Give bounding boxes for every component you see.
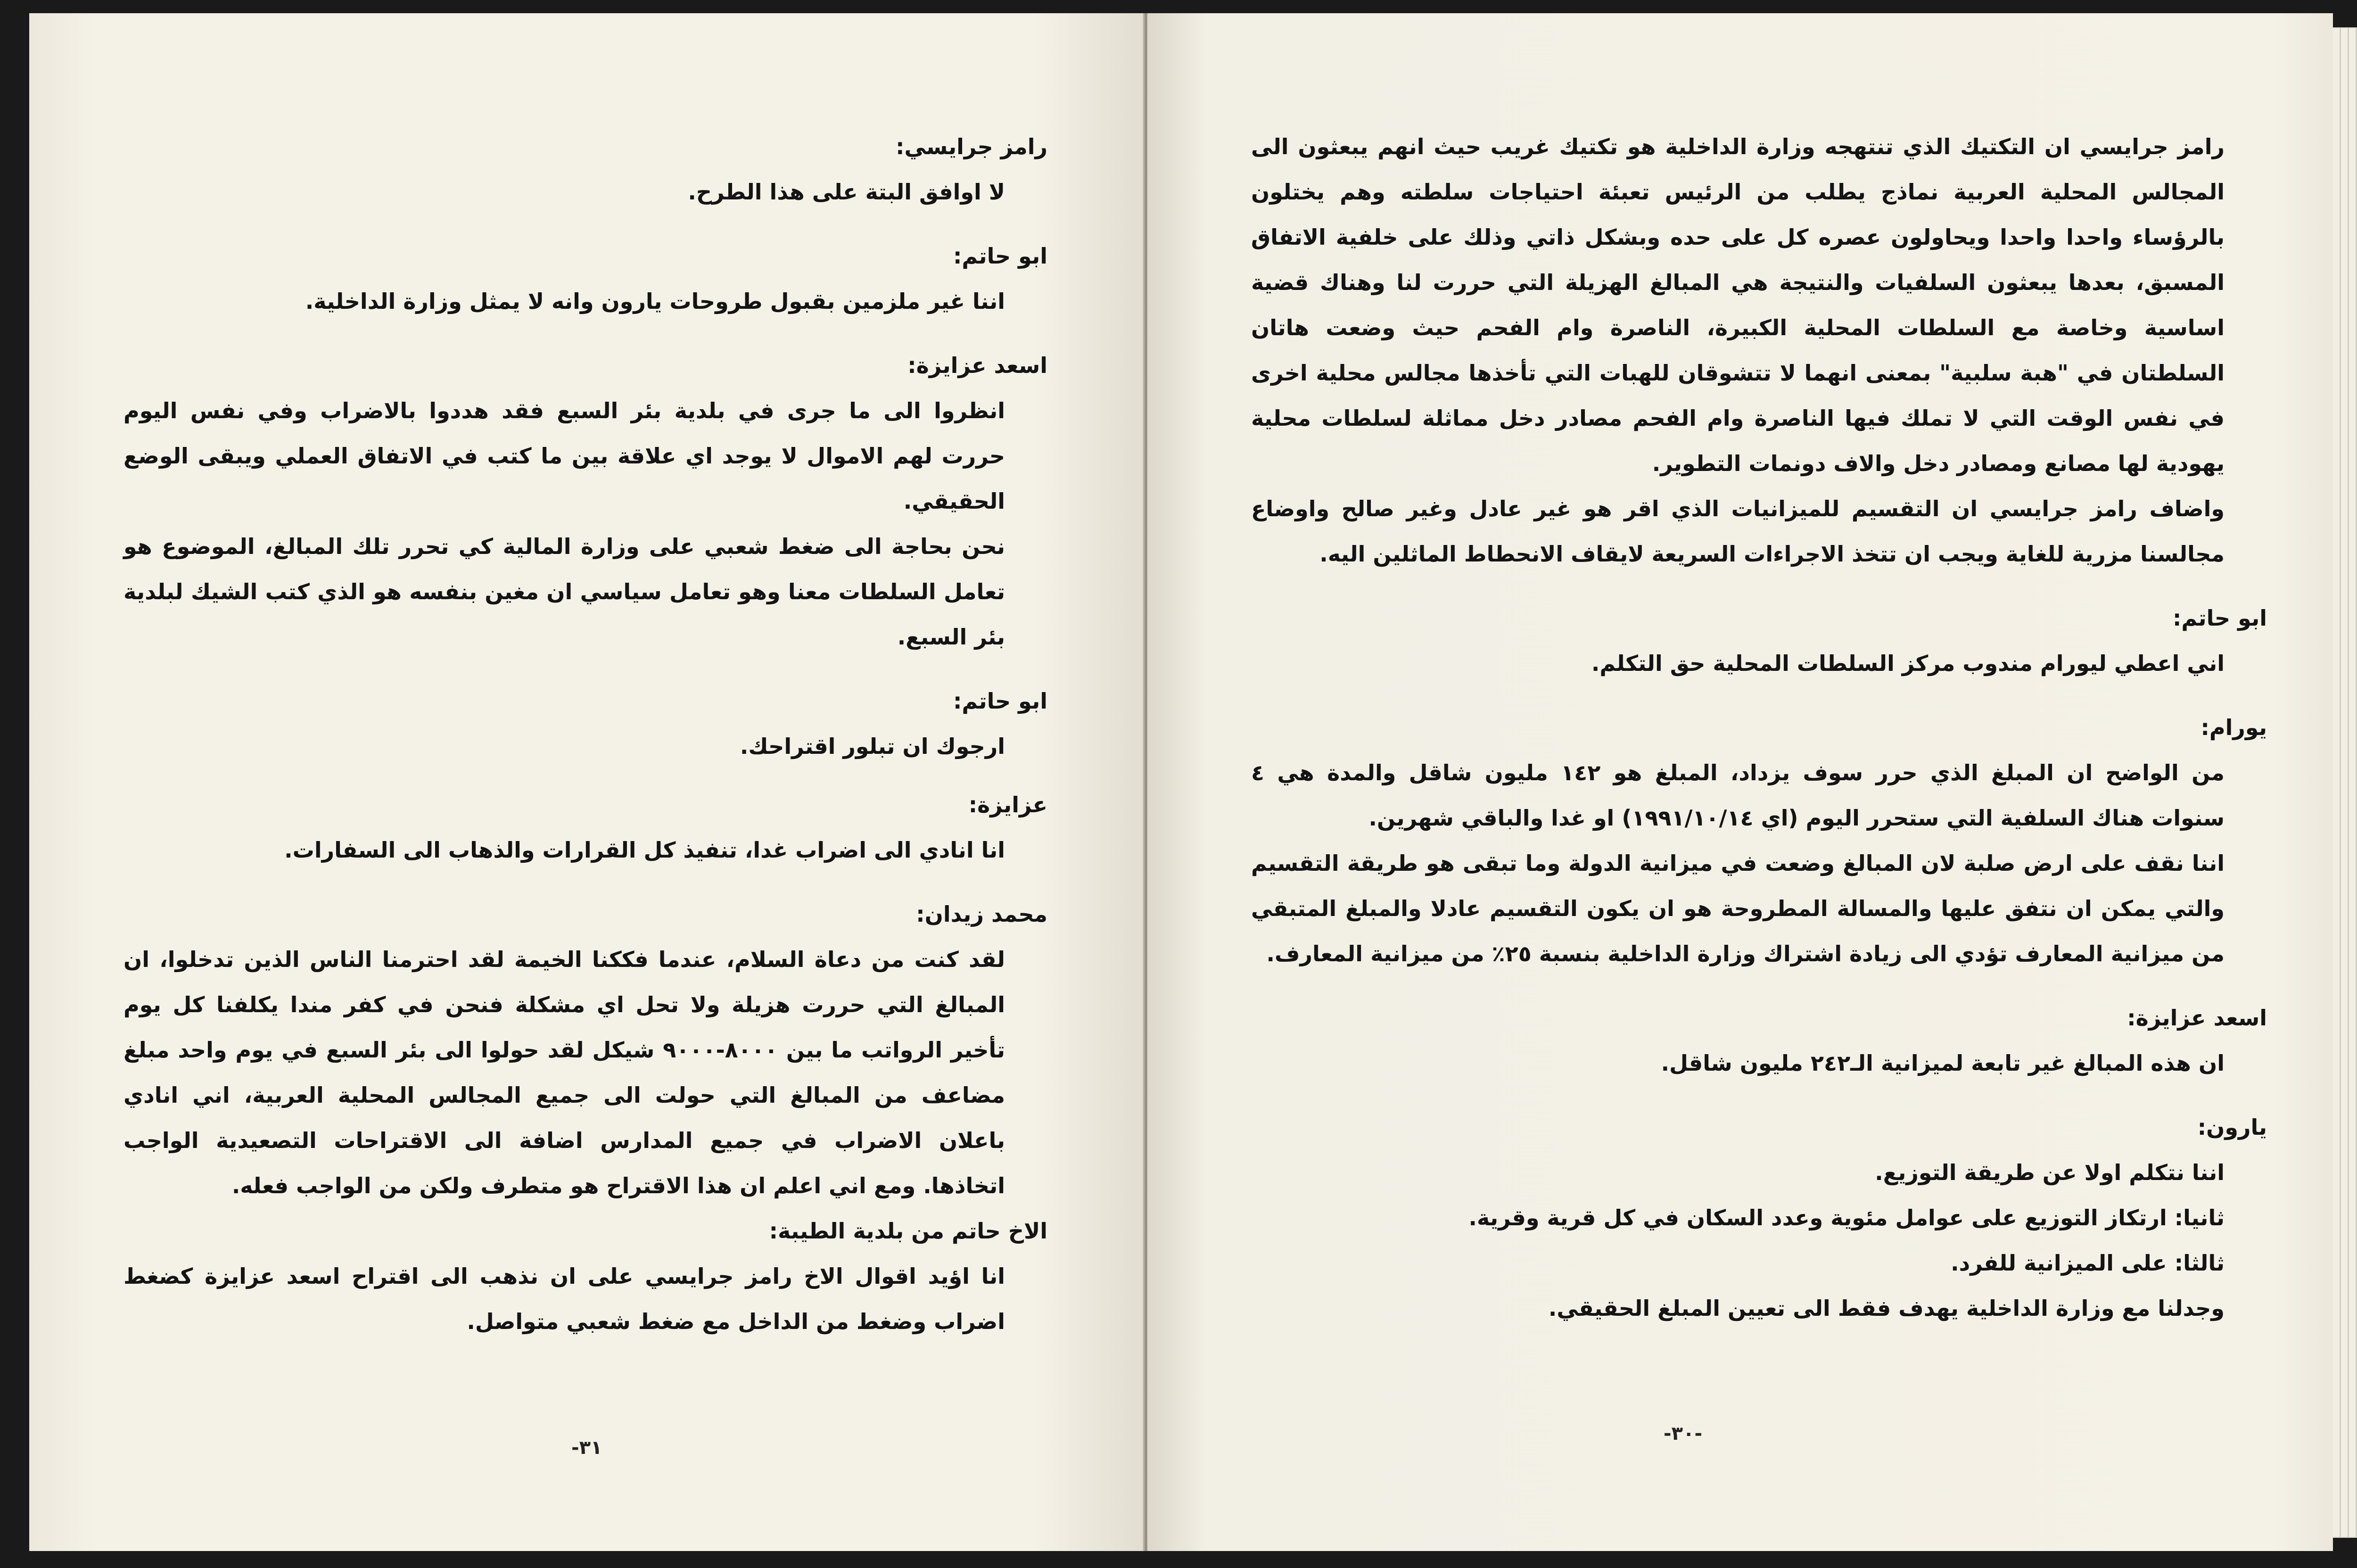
dialogue-block bbox=[124, 1208, 1047, 1344]
dialogue-block bbox=[1251, 1105, 2267, 1331]
paragraph: انا انادي الى اضراب غدا، تنفيذ كل القرارات والذهاب الى السفارات. bbox=[284, 837, 1005, 863]
paragraph: اننا نقف على ارض صلبة لان المبالغ وضعت في ميزانية الدولة وما تبقى هو طريقة التقسيم والتي يمكن ان نتفق عليها والمسالة المطروحة هو ان يكون التقسيم عادلا والمبلغ المتبقي من ميزانية المعارف تؤدي الى زيادة اشتراك وزارة الداخلية بنسبة ٢٥٪ من ميزانية المعارف. bbox=[1251, 850, 2225, 966]
dialogue-block bbox=[1251, 124, 2267, 577]
speaker-name: رامز جرايسي: bbox=[896, 134, 1047, 159]
dialogue-block bbox=[124, 782, 1047, 873]
speaker-name: محمد زيدان: bbox=[916, 901, 1047, 927]
paragraph: رامز جرايسي ان التكتيك الذي تنتهجه وزارة الداخلية هو تكتيك غريب حيث انهم يبعثون الى المجالس المحلية العربية نماذج يطلب من الرئيس تعبئة احتياجات سلطته وهم يختلون بالرؤساء واحدا واحدا ويحاولون عصره كل على حده وبشكل ذاتي وذلك على خلفية الاتفاق المسبق، بعدها يبعثون السلفيات والنتيجة هي المبالغ الهزيلة التي حررت لنا وهناك قضية اساسية وخاصة مع السلطات المحلية الكبيرة، الناصرة وام الفحم حيث وضعت هاتان السلطتان في "هبة سلبية" بمعنى انهما لا تتشوقان للهبات التي تأخذها مجالس محلية اخرى في نفس الوقت التي لا تملك فيها الناصرة وام الفحم مصادر دخل مماثلة لسلطات محلية يهودية لها مصانع ومصادر دخل والاف دونمات التطوير. bbox=[1251, 134, 2225, 476]
page-number: ٣١- bbox=[571, 1437, 602, 1459]
speaker-name: ابو حاتم: bbox=[953, 688, 1047, 714]
paragraph: وجدلنا مع وزارة الداخلية يهدف فقط الى تعيين المبلغ الحقيقي. bbox=[1548, 1296, 2225, 1321]
paragraph: اننا نتكلم اولا عن طريقة التوزيع. bbox=[1875, 1160, 2225, 1185]
paragraph: ثانيا: ارتكاز التوزيع على عوامل مئوية وعدد السكان في كل قرية وقرية. bbox=[1468, 1205, 2225, 1230]
dialogue-block bbox=[124, 678, 1047, 769]
left-page bbox=[29, 13, 1146, 1551]
paragraph: انظروا الى ما جرى في بلدية بئر السبع فقد هددوا بالاضراب وفي نفس اليوم حررت لهم الاموال لا يوجد اي علاقة بين ما كتب في الاتفاق العملي ويبقى الوضع الحقيقي. bbox=[124, 398, 1005, 514]
paragraph: لا اوافق البتة على هذا الطرح. bbox=[688, 179, 1005, 205]
right-page-text bbox=[1251, 124, 2267, 1331]
paragraph: ارجوك ان تبلور اقتراحك. bbox=[740, 734, 1005, 759]
dialogue-block bbox=[124, 124, 1047, 215]
dialogue-block bbox=[1251, 705, 2267, 976]
dialogue-block bbox=[124, 343, 1047, 660]
dialogue-block bbox=[1251, 595, 2267, 686]
speaker-name: اسعد عزايزة: bbox=[2127, 1005, 2267, 1031]
paragraph: واضاف رامز جرايسي ان التقسيم للميزانيات الذي اقر هو غير عادل وغير صالح واوضاع مجالسنا مزرية للغاية ويجب ان تتخذ الاجراءات السريعة لايقاف الانحطاط الماثلين اليه. bbox=[1251, 496, 2225, 567]
page-number: -٣٠- bbox=[1664, 1423, 1703, 1444]
speaker-name: الاخ حاتم من بلدية الطيبة: bbox=[769, 1218, 1047, 1244]
paragraph: ثالثا: على الميزانية للفرد. bbox=[1951, 1250, 2225, 1276]
speaker-name: يورام: bbox=[2200, 715, 2267, 740]
paragraph: ان هذه المبالغ غير تابعة لميزانية الـ٢٤٢ مليون شاقل. bbox=[1661, 1050, 2225, 1076]
dialogue-block bbox=[124, 233, 1047, 324]
dialogue-block bbox=[1251, 995, 2267, 1086]
speaker-name: ابو حاتم: bbox=[2172, 605, 2267, 631]
page-edges bbox=[2333, 27, 2357, 1538]
paragraph: اني اعطي ليورام مندوب مركز السلطات المحلية حق التكلم. bbox=[1591, 651, 2225, 676]
paragraph: من الواضح ان المبلغ الذي حرر سوف يزداد، المبلغ هو ١٤٢ مليون شاقل والمدة هي ٤ سنوات هناك السلفية التي ستحرر اليوم (اي ١٩٩١/١٠/١٤) او غدا والباقي شهرين. bbox=[1251, 760, 2225, 831]
speaker-name: يارون: bbox=[2197, 1114, 2267, 1140]
right-page bbox=[1147, 13, 2333, 1551]
paragraph: اننا غير ملزمين بقبول طروحات يارون وانه لا يمثل وزارة الداخلية. bbox=[305, 289, 1005, 314]
dialogue-block bbox=[124, 891, 1047, 1208]
speaker-name: ابو حاتم: bbox=[953, 243, 1047, 269]
left-page-text bbox=[124, 124, 1047, 1344]
speaker-name: عزايزة: bbox=[968, 792, 1047, 817]
book-spread bbox=[29, 13, 2357, 1551]
paragraph: لقد كنت من دعاة السلام، عندما فككنا الخيمة لقد احترمنا الناس الذين تدخلوا، ان المبالغ التي حررت هزيلة ولا تحل اي مشكلة فنحن في كفر مندا يكلفنا كل يوم تأخير الرواتب ما بين ٨٠٠٠-٩٠٠٠ شيكل لقد حولوا الى بئر السبع في يوم واحد مبلغ مضاعف من المبالغ التي حولت الى جميع المجالس المحلية العربية، اني انادي باعلان الاضراب في جميع المدارس اضافة الى الاقتراحات التصعيدية الواجب اتخاذها. ومع اني اعلم ان هذا الاقتراح هو متطرف ولكن من الواجب فعله. bbox=[124, 947, 1005, 1198]
speaker-name: اسعد عزايزة: bbox=[907, 353, 1047, 378]
paragraph: انا اؤيد اقوال الاخ رامز جرايسي على ان نذهب الى اقتراح اسعد عزايزة كضغط اضراب وضغط من الداخل مع ضغط شعبي متواصل. bbox=[124, 1263, 1005, 1334]
paragraph: نحن بحاجة الى ضغط شعبي على وزارة المالية كي تحرر تلك المبالغ، الموضوع هو تعامل السلطات معنا وهو تعامل سياسي ان مغين بنفسه هو الذي كتب الشيك لبلدية بئر السبع. bbox=[124, 534, 1005, 650]
